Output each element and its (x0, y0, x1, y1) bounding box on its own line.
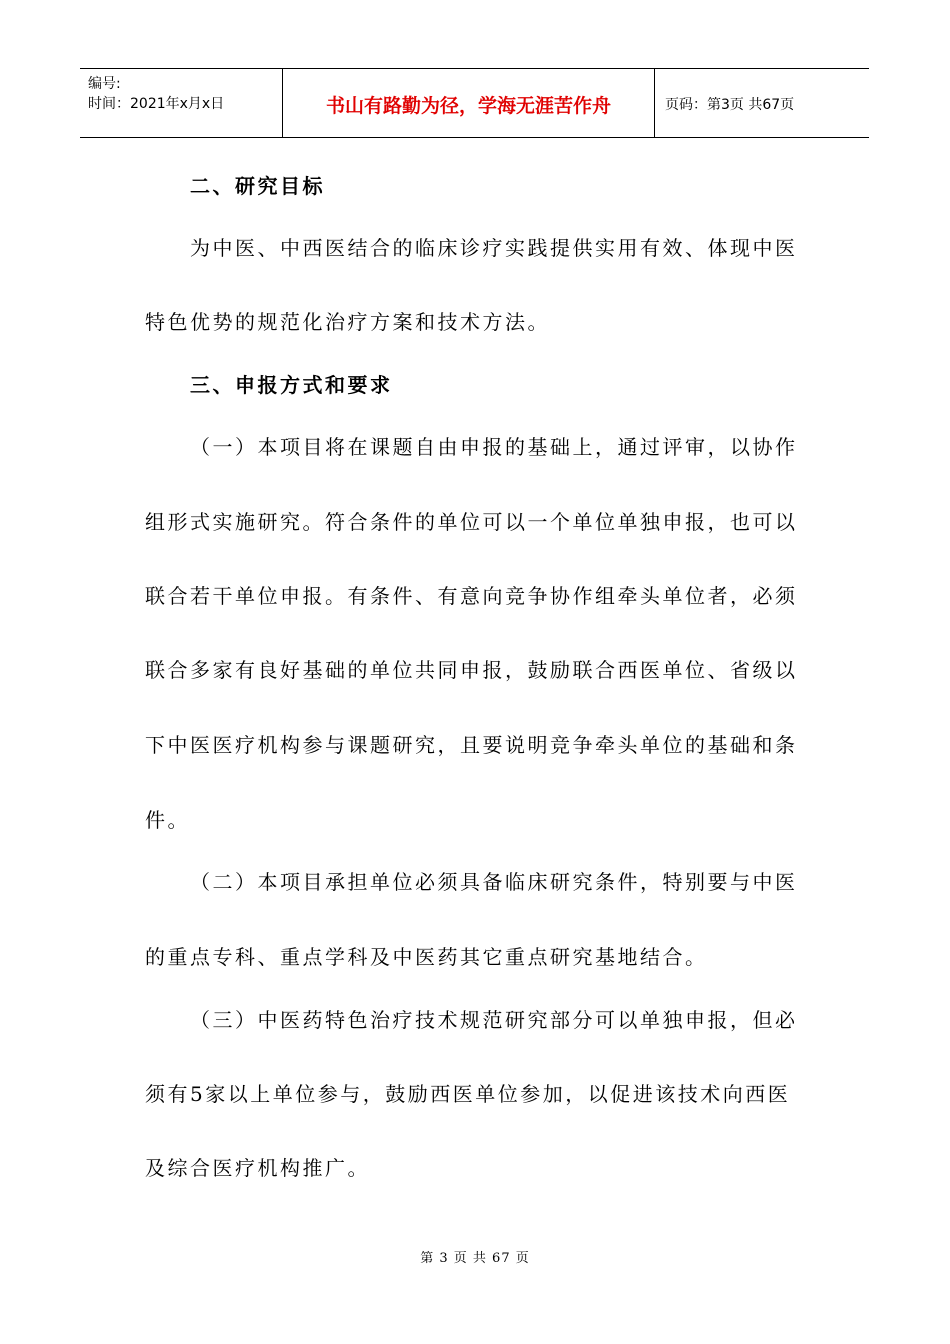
paragraph-line: 件。 (145, 808, 190, 832)
paragraph-line: 联合多家有良好基础的单位共同申报，鼓励联合西医单位、省级以 (145, 658, 798, 682)
paragraph-line: 特色优势的规范化治疗方案和技术方法。 (145, 310, 550, 334)
paragraph-line: 下中医医疗机构参与课题研究，且要说明竞争牵头单位的基础和条 (145, 733, 798, 757)
paragraph-line: 联合若干单位申报。有条件、有意向竞争协作组牵头单位者，必须 (145, 584, 798, 608)
paragraph-line: （一）本项目将在课题自由申报的基础上，通过评审，以协作 (190, 435, 798, 459)
paragraph-line: 组形式实施研究。符合条件的单位可以一个单位单独申报，也可以 (145, 510, 798, 534)
paragraph-line: 须有5家以上单位参与，鼓励西医单位参加，以促进该技术向西医 (145, 1082, 791, 1106)
paragraph-line: （二）本项目承担单位必须具备临床研究条件，特别要与中医 (190, 870, 798, 894)
paragraph-line: 为中医、中西医结合的临床诊疗实践提供实用有效、体现中医 (190, 236, 798, 260)
paragraph-line: （三）中医药特色治疗技术规范研究部分可以单独申报，但必 (190, 1008, 798, 1032)
section-heading-goals: 二、研究目标 (190, 174, 325, 198)
document-code-label: 编号: (88, 76, 121, 92)
header-right-cell (655, 69, 869, 137)
section-heading-application: 三、申报方式和要求 (190, 373, 393, 397)
paragraph-line: 及综合医疗机构推广。 (145, 1156, 370, 1180)
paragraph-line: 的重点专科、重点学科及中医药其它重点研究基地结合。 (145, 945, 708, 969)
page-header (80, 68, 869, 138)
header-motto: 书山有路勤为径，学海无涯苦作舟 (325, 95, 611, 117)
header-page-info: 页码：第3页 共67页 (665, 97, 795, 113)
page-footer: 第 3 页 共 67 页 (420, 1251, 530, 1266)
header-middle-cell (283, 69, 655, 137)
document-date-label: 时间：2021年x月x日 (88, 96, 225, 112)
header-left-cell (80, 69, 283, 137)
